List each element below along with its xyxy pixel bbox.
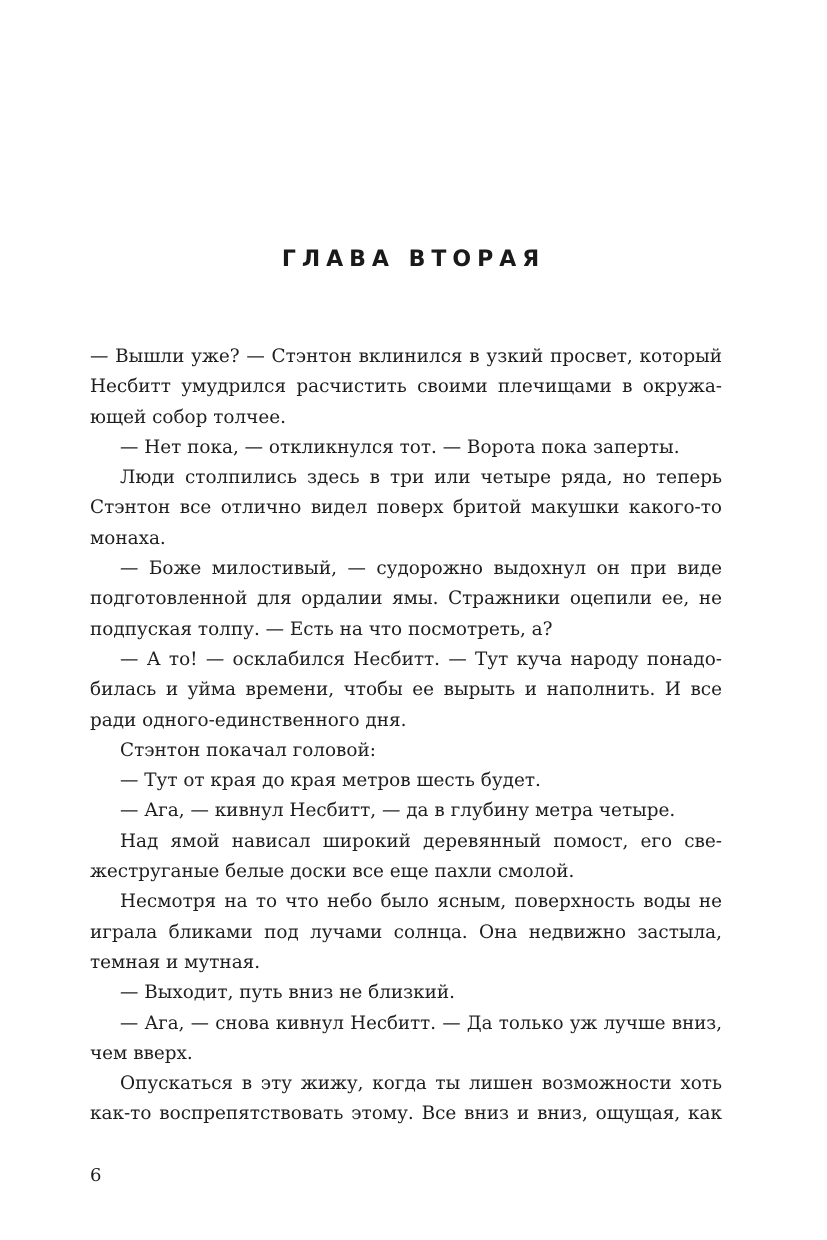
chapter-title: ГЛАВА ВТОРАЯ [281, 247, 546, 272]
text-line: билась и уйма времени, чтобы ее вырыть и наполнить. И все [90, 679, 722, 701]
text-line: жеструганые белые доски все еще пахли смолой. [90, 861, 575, 883]
text-line: — Тут от края до края метров шесть будет. [120, 770, 541, 792]
text-line: — А то! — осклабился Несбитт. — Тут куча народу понадо- [120, 648, 722, 670]
text-line: Люди столпились здесь в три или четыре ряда, но теперь [120, 467, 722, 489]
text-line: как-то воспрепятствовать этому. Все вниз и вниз, ощущая, как [90, 1103, 722, 1125]
text-line: — Выходит, путь вниз не близкий. [120, 982, 456, 1004]
text-line: — Ага, — кивнул Несбитт, — да в глубину метра четыре. [120, 800, 676, 822]
text-line: Опускаться в эту жижу, когда ты лишен возможности хоть [120, 1073, 722, 1095]
text-line: ради одного-единственного дня. [90, 709, 407, 731]
text-line: Над ямой нависал широкий деревянный помост, его све- [120, 830, 722, 852]
text-line: подготовленной для ордалии ямы. Стражники оцепили ее, не [90, 588, 722, 610]
text-line: монаха. [90, 527, 166, 549]
text-line: темная и мутная. [90, 951, 261, 973]
text-line: ющей собор толчее. [90, 406, 286, 428]
text-line: чем вверх. [90, 1042, 193, 1064]
text-line: — Ага, — снова кивнул Несбитт. — Да только уж лучше вниз, [120, 1012, 722, 1034]
text-line: — Боже милостивый, — судорожно выдохнул он при виде [120, 558, 722, 580]
text-line: Стэнтон все отлично видел поверх бритой макушки какого-то [90, 497, 722, 519]
text-line: — Нет пока, — откликнулся тот. — Ворота пока заперты. [120, 436, 680, 458]
text-line: играла бликами под лучами солнца. Она недвижно застыла, [90, 921, 722, 943]
body-text [90, 342, 722, 1130]
text-line: — Вышли уже? — Стэнтон вклинился в узкий просвет, который [90, 346, 722, 367]
page-number: 6 [90, 1165, 102, 1186]
text-line: Несбитт умудрился расчистить своими плечищами в окружа- [90, 376, 722, 398]
text-line: подпуская толпу. — Есть на что посмотреть, а? [90, 618, 553, 640]
text-line: Стэнтон покачал головой: [120, 739, 376, 761]
text-line: Несмотря на то что небо было ясным, поверхность воды не [120, 891, 722, 913]
